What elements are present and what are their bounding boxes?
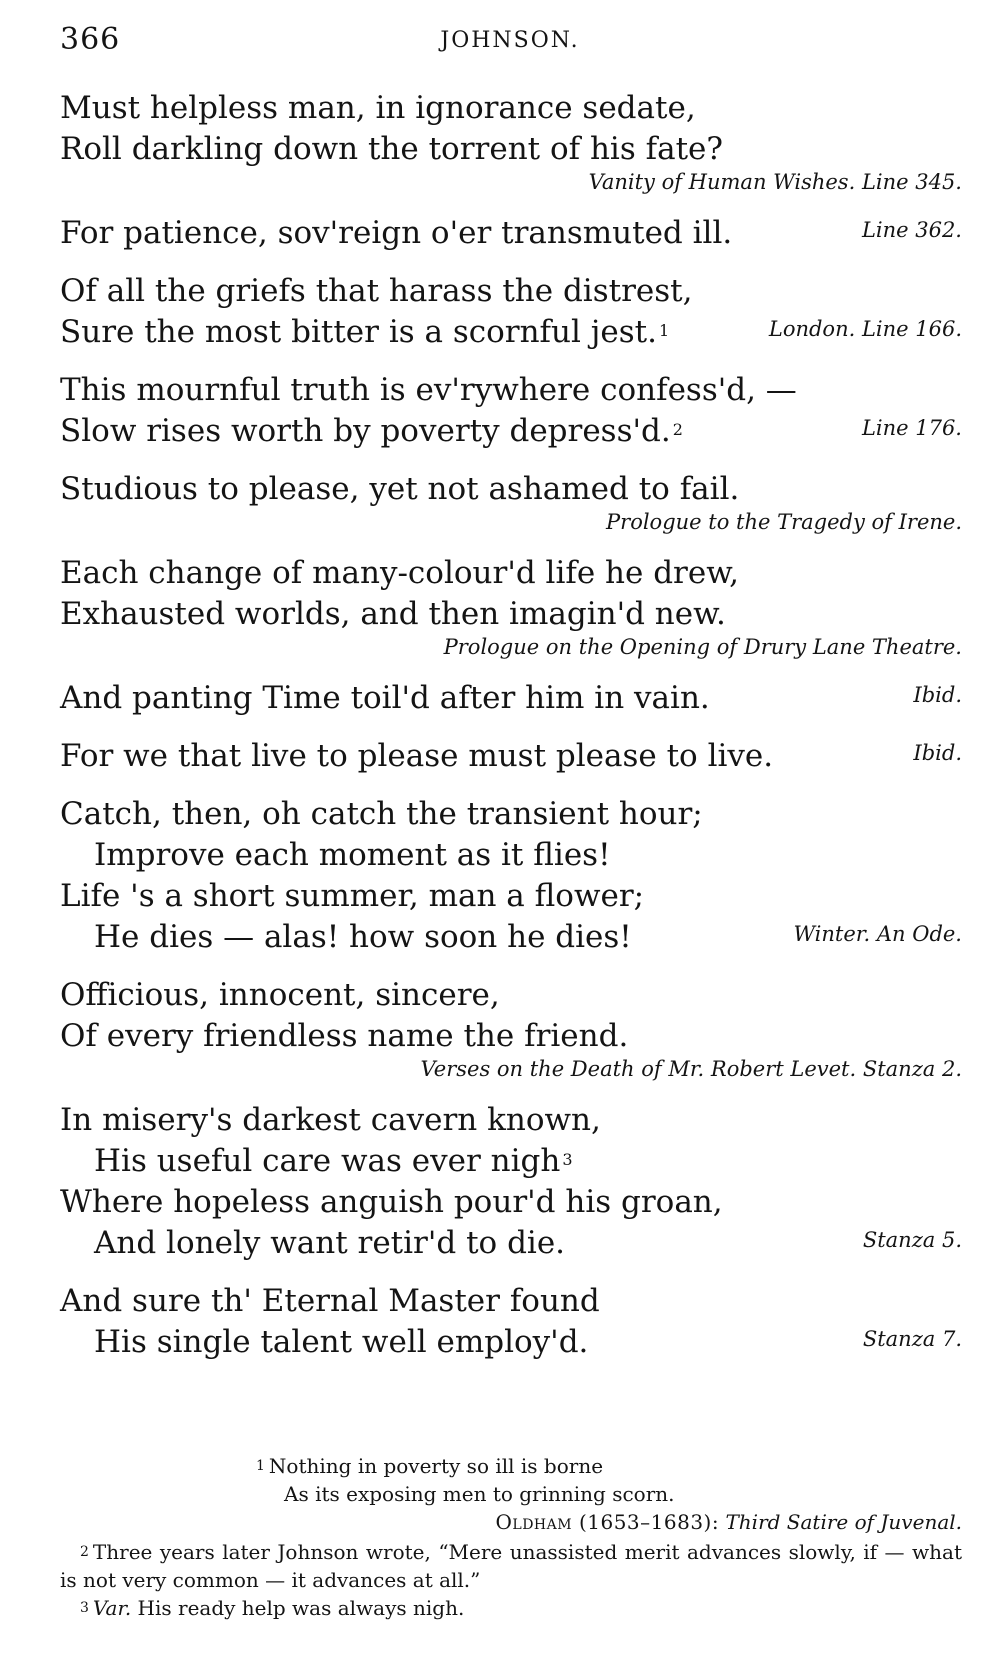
verse-line: And sure th' Eternal Master found — [60, 1283, 600, 1319]
verse-line: His useful care was ever nigh — [94, 1143, 561, 1179]
footnote-1 — [256, 1452, 962, 1508]
footnote-ref: 1 — [658, 321, 670, 340]
verse-line: Roll darkling down the torrent of his fate? — [60, 131, 723, 167]
verse-line: His single talent well employ'd. — [94, 1324, 589, 1360]
verse-line: And lonely want retir'd to die. — [94, 1225, 566, 1261]
footnote-ref: 2 — [672, 420, 683, 439]
verse-line: Of all the griefs that harass the distrest, — [60, 273, 693, 309]
verse-line: Exhausted worlds, and then imagin'd new. — [60, 596, 726, 632]
quote-block — [60, 736, 962, 777]
footnote-mark: 2 — [80, 1544, 89, 1560]
page-number: 366 — [60, 22, 121, 57]
citation: Prologue on the Opening of Drury Lane Theatre. — [443, 635, 962, 659]
footnote-3 — [60, 1594, 962, 1622]
verse-line: For patience, sov'reign o'er transmuted ill. — [60, 215, 733, 251]
footnote-2 — [60, 1538, 962, 1594]
footnote-text: His ready help was always nigh. — [137, 1596, 465, 1620]
quote-block — [60, 370, 962, 452]
verse-line: Life 's a short summer, man a flower; — [60, 878, 645, 914]
verse-line: Slow rises worth by poverty depress'd. — [60, 413, 671, 449]
verse-line: He dies — alas! how soon he dies! — [94, 919, 632, 955]
footnote-text: As its exposing men to grinning scorn. — [284, 1482, 675, 1506]
citation: London. Line 166. — [768, 317, 962, 341]
quote-block — [60, 553, 962, 661]
quote-block — [60, 794, 962, 958]
citation: Ibid. — [913, 741, 962, 765]
verse-line: For we that live to please must please to live. — [60, 738, 774, 774]
verse-line: Studious to please, yet not ashamed to fail. — [60, 471, 740, 507]
quote-block — [60, 213, 962, 254]
footnote-mark: 3 — [80, 1600, 89, 1616]
footnote-attribution — [60, 1508, 962, 1536]
verse-line: Officious, innocent, sincere, — [60, 977, 500, 1013]
quote-block — [60, 1281, 962, 1363]
verse-line: This mournful truth is ev'rywhere confess'd, — — [60, 372, 797, 408]
footnote-mark: 1 — [256, 1458, 265, 1474]
citation: Prologue to the Tragedy of Irene. — [606, 510, 962, 534]
verse-line: In misery's darkest cavern known, — [60, 1102, 601, 1138]
verse-line: Where hopeless anguish pour'd his groan, — [60, 1184, 723, 1220]
footnotes — [60, 1452, 962, 1622]
citation: Verses on the Death of Mr. Robert Levet. Stanza 2. — [420, 1057, 962, 1081]
citation: Line 362. — [861, 218, 962, 242]
footnote-text: Nothing in poverty so ill is borne — [268, 1454, 604, 1478]
citation: Line 176. — [861, 416, 962, 440]
quote-block — [60, 88, 962, 196]
verse-line: Each change of many-colour'd life he drew, — [60, 555, 739, 591]
footnote-text: Three years later Johnson wrote, “Mere unassisted merit advances slowly, if — what is not very common — it advances at all.” — [60, 1540, 962, 1592]
quote-block — [60, 678, 962, 719]
verse-line: And panting Time toil'd after him in vain. — [60, 680, 710, 716]
quotations — [60, 88, 962, 1380]
footnote-work: Third Satire of Juvenal. — [725, 1510, 962, 1534]
verse-line: Catch, then, oh catch the transient hour; — [60, 796, 703, 832]
citation: Vanity of Human Wishes. Line 345. — [588, 170, 962, 194]
footnote-ref: 3 — [562, 1150, 573, 1169]
verse-line: Of every friendless name the friend. — [60, 1018, 629, 1054]
citation: Winter. An Ode. — [793, 922, 962, 946]
citation: Stanza 5. — [862, 1228, 962, 1252]
footnote-author: Oldham (1653–1683): — [495, 1510, 720, 1534]
quote-block — [60, 975, 962, 1083]
quote-block — [60, 1100, 962, 1264]
quote-block — [60, 271, 962, 353]
footnote-var: Var. — [92, 1596, 132, 1620]
verse-line: Sure the most bitter is a scornful jest. — [60, 314, 657, 350]
verse-line: Must helpless man, in ignorance sedate, — [60, 90, 696, 126]
citation: Stanza 7. — [862, 1327, 962, 1351]
verse-line: Improve each moment as it flies! — [94, 837, 611, 873]
quote-block — [60, 469, 962, 536]
citation: Ibid. — [913, 683, 962, 707]
page-header — [60, 22, 960, 62]
running-head: JOHNSON. — [440, 28, 580, 53]
